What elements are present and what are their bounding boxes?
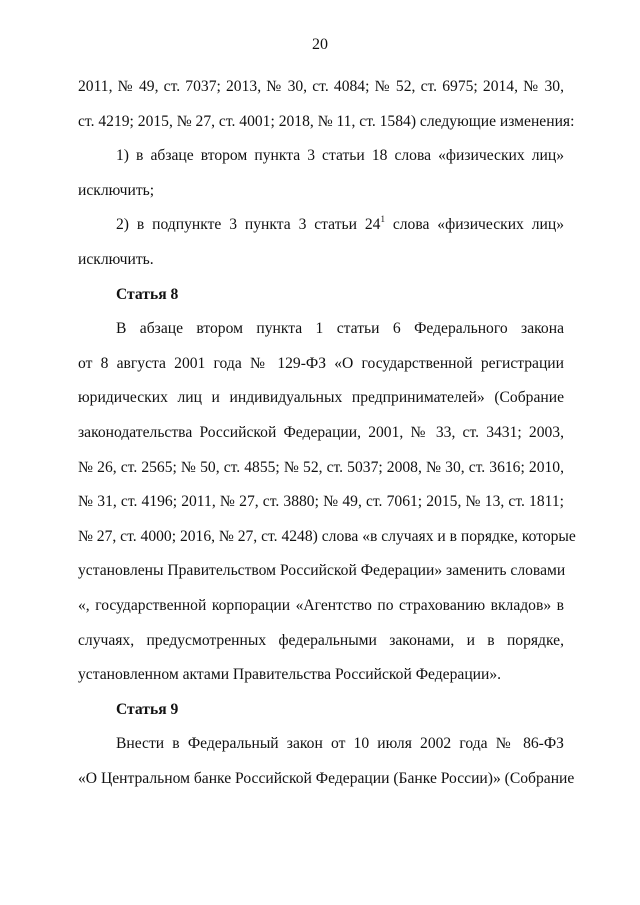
text-line: «, государственной корпорации «Агентство по страхованию вкладов» в [78,596,564,614]
page-number: 20 [312,36,328,53]
list-item-1: 1) в абзаце втором пункта 3 статьи 18 слова «физических лиц» [116,147,564,165]
text-line: ст. 4219; 2015, № 27, ст. 4001; 2018, № 11, ст. 1584) следующие изменения: [78,112,575,130]
text-line: 2011, № 49, ст. 7037; 2013, № 30, ст. 4084; № 52, ст. 6975; 2014, № 30, [78,78,564,95]
text-line: В абзаце втором пункта 1 статьи 6 Федерального закона [116,320,564,338]
article-9-heading: Статья 9 [116,700,179,718]
text-line: исключить; [78,181,155,199]
text-line: № 26, ст. 2565; № 50, ст. 4855; № 52, ст. 5037; 2008, № 30, ст. 3616; 2010, [78,458,564,476]
text-line: случаях, предусмотренных федеральными законами, и в порядке, [78,631,564,649]
list-item-2-text-a: 2) в подпункте 3 пункта 3 статьи 24 [116,216,381,234]
text-line: законодательства Российской Федерации, 2001, № 33, ст. 3431; 2003, [78,423,564,441]
text-line: исключить. [78,250,154,268]
text-line: от 8 августа 2001 года № 129-ФЗ «О государственной регистрации [78,354,564,372]
text-line: № 31, ст. 4196; 2011, № 27, ст. 3880; № 49, ст. 7061; 2015, № 13, ст. 1811; [78,493,564,511]
text-line: № 27, ст. 4000; 2016, № 27, ст. 4248) слова «в случаях и в порядке, которые [78,527,576,545]
superscript: 1 [380,214,385,225]
article-8-heading: Статья 8 [116,285,179,303]
text-line: «О Центральном банке Российской Федерации (Банке России)» (Собрание [78,769,575,787]
document-body [78,70,576,796]
text-line: установлены Правительством Российской Федерации» заменить словами [78,562,566,580]
text-line: юридических лиц и индивидуальных предпринимателей» (Собрание [78,389,564,407]
list-item-2-text-b: слова «физических лиц» [384,216,564,234]
list-item-2 [78,208,564,243]
text-line: установленном актами Правительства Российской Федерации». [78,666,502,684]
text-line: Внести в Федеральный закон от 10 июля 2002 года № 86-ФЗ [116,735,564,753]
